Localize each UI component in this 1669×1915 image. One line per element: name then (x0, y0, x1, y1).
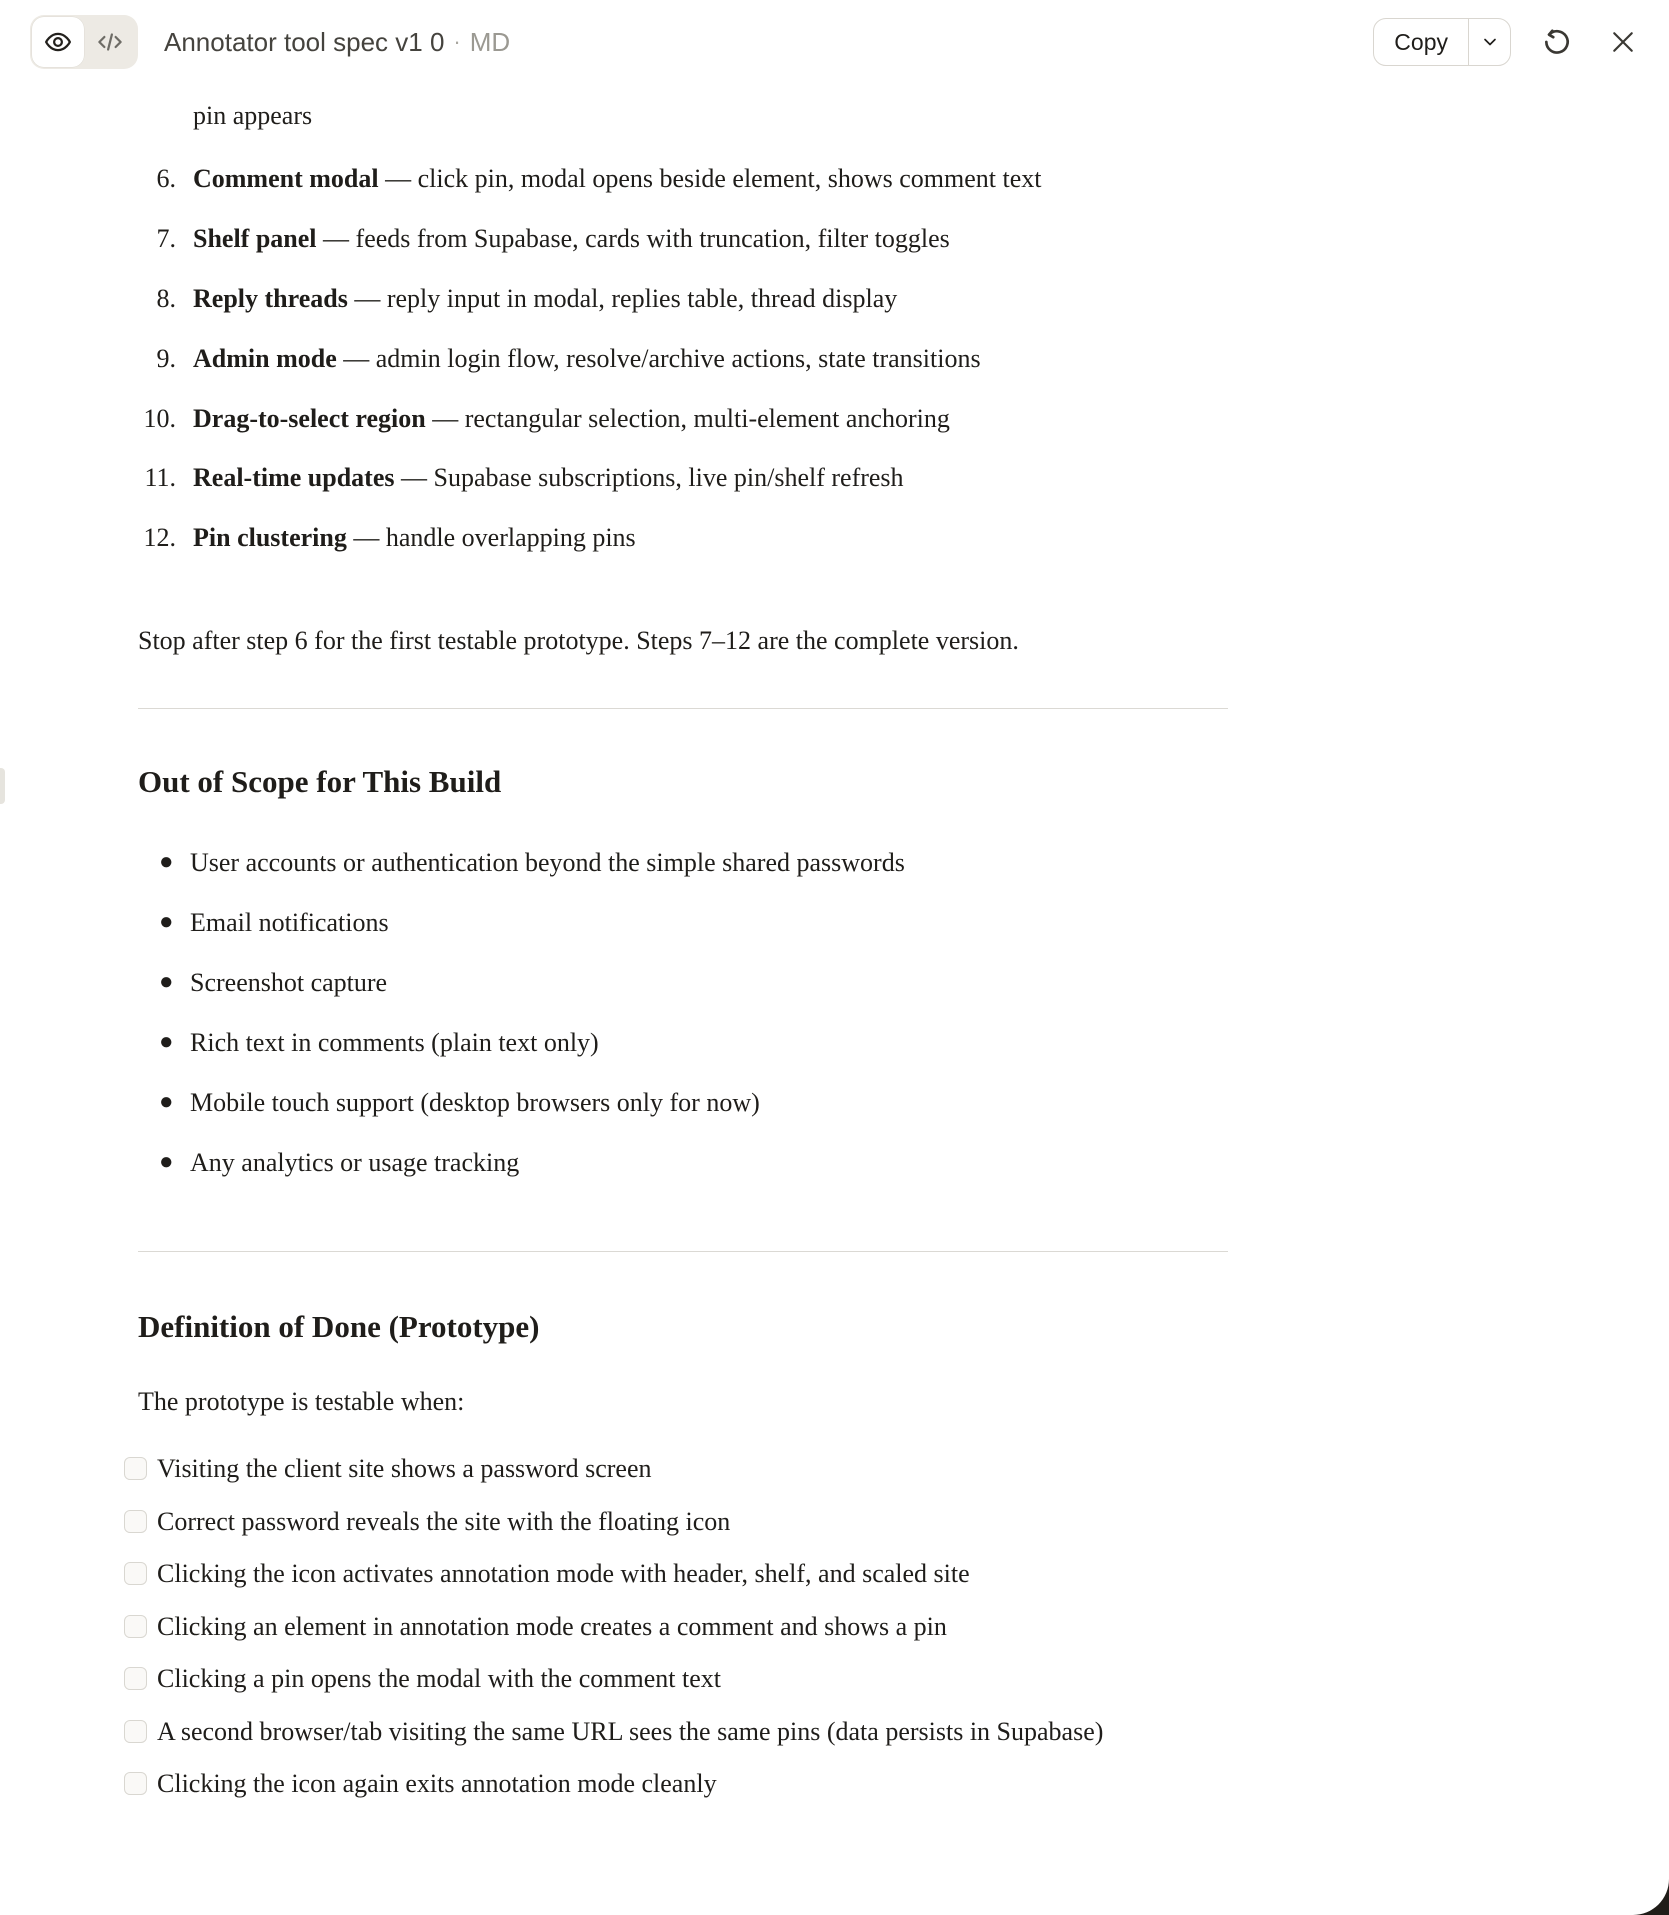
checklist-item: Correct password reveals the site with the floating icon (124, 1496, 1228, 1549)
list-number: 12. (143, 523, 176, 553)
bullet-icon: ●︎ (159, 1148, 174, 1175)
list-number: 7. (156, 223, 176, 253)
close-button[interactable] (1603, 22, 1643, 62)
list-item: 9. Admin mode — admin login flow, resolve/archive actions, state transitions (138, 341, 1228, 378)
artifact-title-text: Annotator tool spec v1 0 (164, 26, 445, 57)
checkbox[interactable] (124, 1510, 147, 1533)
list-item: ●︎ Any analytics or usage tracking (138, 1145, 1228, 1182)
checklist-item: Visiting the client site shows a password screen (124, 1443, 1228, 1496)
bullet-icon: ●︎ (159, 848, 174, 875)
definition-checklist (124, 1443, 1228, 1811)
checkbox[interactable] (124, 1615, 147, 1638)
divider (138, 1251, 1228, 1252)
copy-split-button (1373, 18, 1511, 66)
copy-button[interactable]: Copy (1374, 19, 1468, 65)
view-mode-toggle (30, 15, 138, 69)
checklist-item: Clicking the icon again exits annotation mode cleanly (124, 1758, 1228, 1811)
code-icon (95, 27, 125, 57)
copy-dropdown-button[interactable] (1468, 19, 1510, 65)
checklist-item: A second browser/tab visiting the same URL sees the same pins (data persists in Supabase) (124, 1706, 1228, 1759)
checkbox[interactable] (124, 1772, 147, 1795)
close-icon (1608, 27, 1638, 57)
wrapped-list-fragment: pin appears (193, 101, 313, 130)
list-number: 6. (156, 163, 176, 193)
checklist-item: Clicking the icon activates annotation mode with header, shelf, and scaled site (124, 1548, 1228, 1601)
build-steps-list (138, 161, 1228, 557)
checklist-item: Clicking a pin opens the modal with the comment text (124, 1653, 1228, 1706)
checkbox[interactable] (124, 1562, 147, 1585)
definition-intro: The prototype is testable when: (138, 1387, 465, 1417)
list-item: ●︎ Screenshot capture (138, 965, 1228, 1002)
list-item: 8. Reply threads — reply input in modal, replies table, thread display (138, 281, 1228, 318)
list-item: 11. Real-time updates — Supabase subscriptions, live pin/shelf refresh (138, 460, 1228, 497)
preview-toggle-button[interactable] (32, 17, 84, 67)
checkbox[interactable] (124, 1667, 147, 1690)
checkbox[interactable] (124, 1720, 147, 1743)
list-number: 9. (156, 343, 176, 373)
file-type-badge: MD (469, 26, 511, 57)
list-number: 8. (156, 283, 176, 313)
out-of-scope-heading: Out of Scope for This Build (138, 764, 502, 800)
divider (138, 708, 1228, 709)
prototype-note: Stop after step 6 for the first testable prototype. Steps 7–12 are the complete version. (138, 626, 1019, 656)
eye-icon (43, 27, 73, 57)
refresh-icon (1541, 26, 1573, 58)
list-number: 10. (143, 403, 176, 433)
panel-resize-handle[interactable] (0, 768, 5, 804)
list-item: 10. Drag-to-select region — rectangular selection, multi-element anchoring (138, 401, 1228, 438)
markdown-document (138, 84, 1228, 1811)
code-toggle-button[interactable] (84, 17, 136, 67)
list-item: ●︎ Email notifications (138, 905, 1228, 942)
list-item: 6. Comment modal — click pin, modal opens beside element, shows comment text (138, 161, 1228, 198)
checkbox[interactable] (124, 1457, 147, 1480)
checklist-item: Clicking an element in annotation mode creates a comment and shows a pin (124, 1601, 1228, 1654)
title-separator: · (453, 29, 461, 54)
list-item: ●︎ User accounts or authentication beyond the simple shared passwords (138, 845, 1228, 882)
list-item: ●︎ Mobile touch support (desktop browsers only for now) (138, 1085, 1228, 1122)
chevron-down-icon (1480, 32, 1500, 52)
list-item: ●︎ Rich text in comments (plain text only) (138, 1025, 1228, 1062)
regenerate-button[interactable] (1537, 22, 1577, 62)
list-number: 11. (144, 463, 176, 493)
bullet-icon: ●︎ (159, 908, 174, 935)
definition-of-done-heading: Definition of Done (Prototype) (138, 1309, 540, 1345)
list-item: 7. Shelf panel — feeds from Supabase, cards with truncation, filter toggles (138, 221, 1228, 258)
artifact-title (164, 27, 510, 58)
list-item: 12. Pin clustering — handle overlapping pins (138, 520, 1228, 557)
artifact-header (0, 0, 1669, 84)
bullet-icon: ●︎ (159, 1088, 174, 1115)
out-of-scope-list (138, 845, 1228, 1181)
bullet-icon: ●︎ (159, 968, 174, 995)
bullet-icon: ●︎ (159, 1028, 174, 1055)
